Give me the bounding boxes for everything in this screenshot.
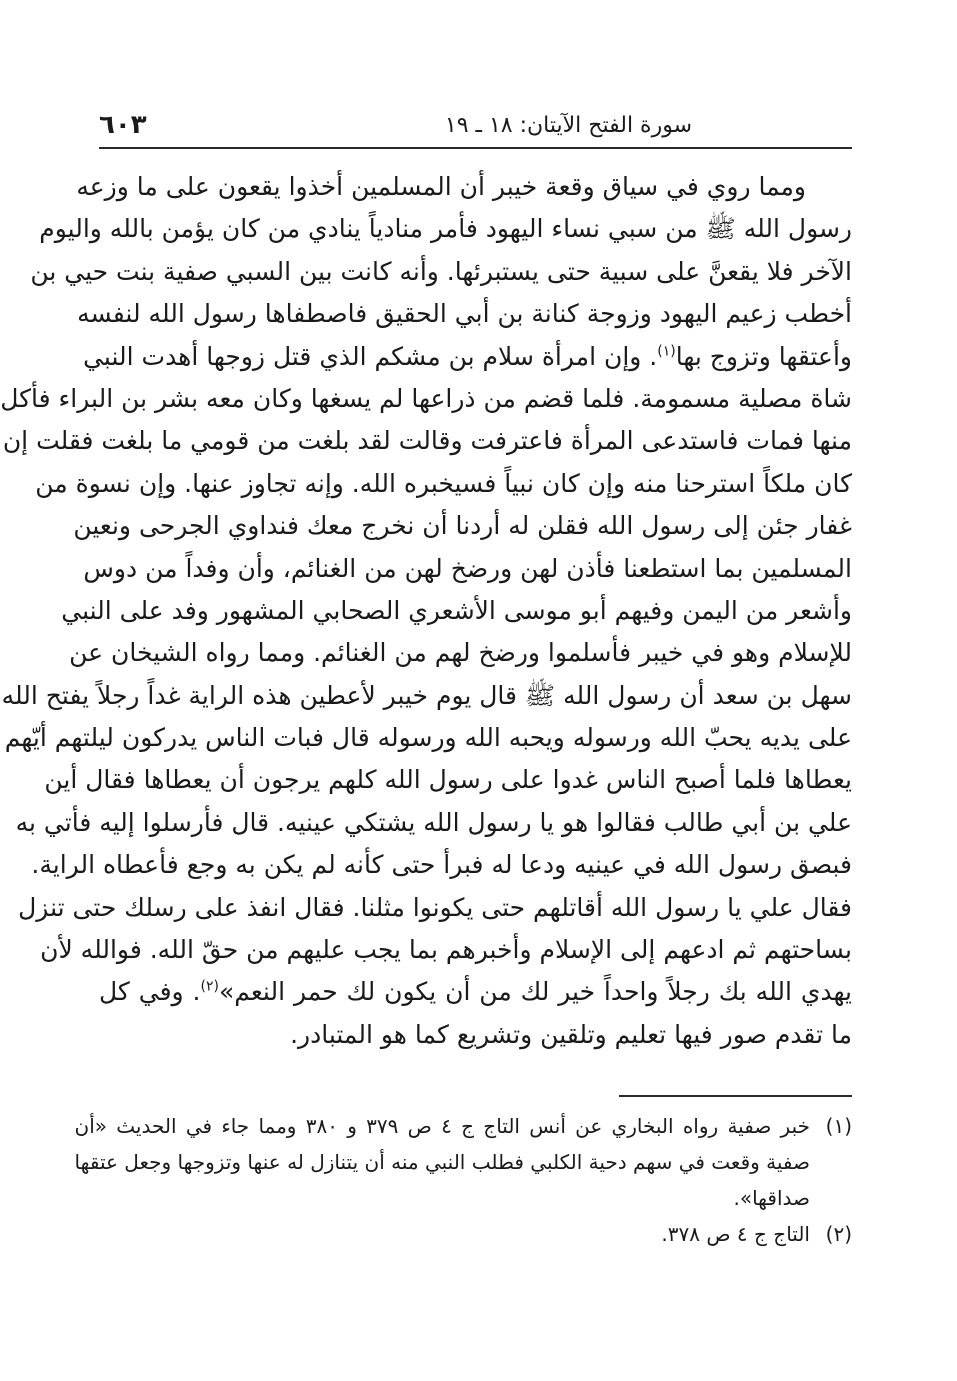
footnote-line: خبر صفية رواه البخاري عن أنس التاج ج ٤ ص ٣٧٩ و ٣٨٠ ومما جاء في الحديث «أن	[74, 1114, 810, 1138]
footnote-line: صداقها».	[733, 1186, 810, 1210]
text-line: المسلمين بما استطعنا فأذن لهن ورضخ لهن من الغنائم، وأن وفداً من دوس	[83, 553, 852, 583]
text-line: للإسلام وهو في خيبر فأسلموا ورضخ لهم من الغنائم. ومما رواه الشيخان عن	[69, 638, 852, 668]
text-line: ما تقدم صور فيها تعليم وتلقين وتشريع كما هو المتبادر.	[290, 1019, 852, 1049]
header-rule	[99, 147, 852, 149]
footnote-line: صفية وقعت في سهم دحية الكلبي فطلب النبي منه أن يتنازل له عنها وتزوجها وجعل عتقها	[74, 1150, 810, 1174]
footnote-line: التاج ج ٤ ص ٣٧٨.	[661, 1222, 810, 1246]
text-line: يعطاها فلما أصبح الناس غدوا على رسول الله كلهم يرجون أن يعطاها فقال أين	[44, 765, 852, 795]
text-line: سهل بن سعد أن رسول الله ﷺ قال يوم خيبر لأعطين هذه الراية غداً رجلاً يفتح الله	[1, 680, 852, 710]
text-fragment: . وإن امرأة سلام بن مشكم الذي قتل زوجها أهدت النبي	[83, 341, 658, 371]
footnote-rule	[619, 1095, 852, 1097]
footnote-ref-1[interactable]: (١)	[657, 343, 676, 360]
footnotes	[74, 1108, 852, 1252]
text-line	[99, 971, 852, 1013]
main-text	[0, 166, 852, 1056]
text-line: الآخر فلا يقعنَّ على سبية حتى يستبرئها. وأنه كانت بين السبي صفية بنت حيي بن	[30, 256, 852, 286]
text-line: فبصق رسول الله في عينيه ودعا له فبرأ حتى كأنه لم يكن به وجع فأعطاه الراية.	[31, 850, 852, 880]
text-line: وأشعر من اليمن وفيهم أبو موسى الأشعري الصحابي المشهور وفد على النبي	[61, 595, 852, 625]
text-line	[83, 336, 852, 378]
text-line: فقال علي يا رسول الله أقاتلهم حتى يكونوا مثلنا. فقال انفذ على رسلك حتى تنزل	[18, 892, 852, 922]
text-line: بساحتهم ثم ادعهم إلى الإسلام وأخبرهم بما يجب عليهم من حقّ الله. فوالله لأن	[40, 935, 852, 965]
footnote-number: (٢)	[825, 1222, 852, 1246]
text-line: شاة مصلية مسمومة. فلما قضم من ذراعها لم يسغها وكان معه بشر بن البراء فأكل	[0, 383, 852, 413]
footnote-ref-2[interactable]: (٢)	[200, 979, 219, 996]
footnote-number: (١)	[825, 1114, 852, 1138]
text-line: علي بن أبي طالب فقالوا هو يا رسول الله يشتكي عينيه. قال فأرسلوا إليه فأتي به	[15, 807, 852, 837]
text-line: كان ملكاً استرحنا منه وإن كان نبياً فسيخبره الله. وإنه تجاوز عنها. وإن نسوة من	[35, 468, 852, 498]
text-line: منها فمات فاستدعى المرأة فاعترفت وقالت لقد بلغت من قومي ما بلغت فقلت إن	[2, 426, 852, 456]
running-title: سورة الفتح الآيتان: ١٨ ـ ١٩	[444, 112, 692, 138]
text-fragment: وأعتقها وتزوج بها	[675, 341, 852, 371]
footnote-1	[74, 1108, 852, 1216]
text-line: أخطب زعيم اليهود وزوجة كنانة بن أبي الحقيق فاصطفاها رسول الله لنفسه	[77, 299, 852, 329]
footnote-body	[75, 1108, 810, 1216]
footnote-body	[99, 1216, 810, 1252]
text-fragment: يهدي الله بك رجلاً واحداً خير لك من أن يكون لك حمر النعم»	[218, 977, 852, 1007]
footnote-2	[99, 1216, 852, 1252]
page-number: ٦٠٣	[99, 110, 147, 140]
text-line: رسول الله ﷺ من سبي نساء اليهود فأمر منادياً ينادي من كان يؤمن بالله واليوم	[39, 214, 852, 244]
text-line: على يديه يحبّ الله ورسوله ويحبه الله ورسوله قال فبات الناس يدركون ليلتهم أيّهم	[4, 723, 852, 753]
text-fragment: . وفي كل	[99, 977, 201, 1007]
text-line: ومما روي في سياق وقعة خيبر أن المسلمين أخذوا يقعون على ما وزعه	[76, 172, 806, 201]
page-header	[99, 105, 852, 145]
text-line: غفار جئن إلى رسول الله فقلن له أردنا أن نخرج معك فنداوي الجرحى ونعين	[73, 511, 852, 541]
